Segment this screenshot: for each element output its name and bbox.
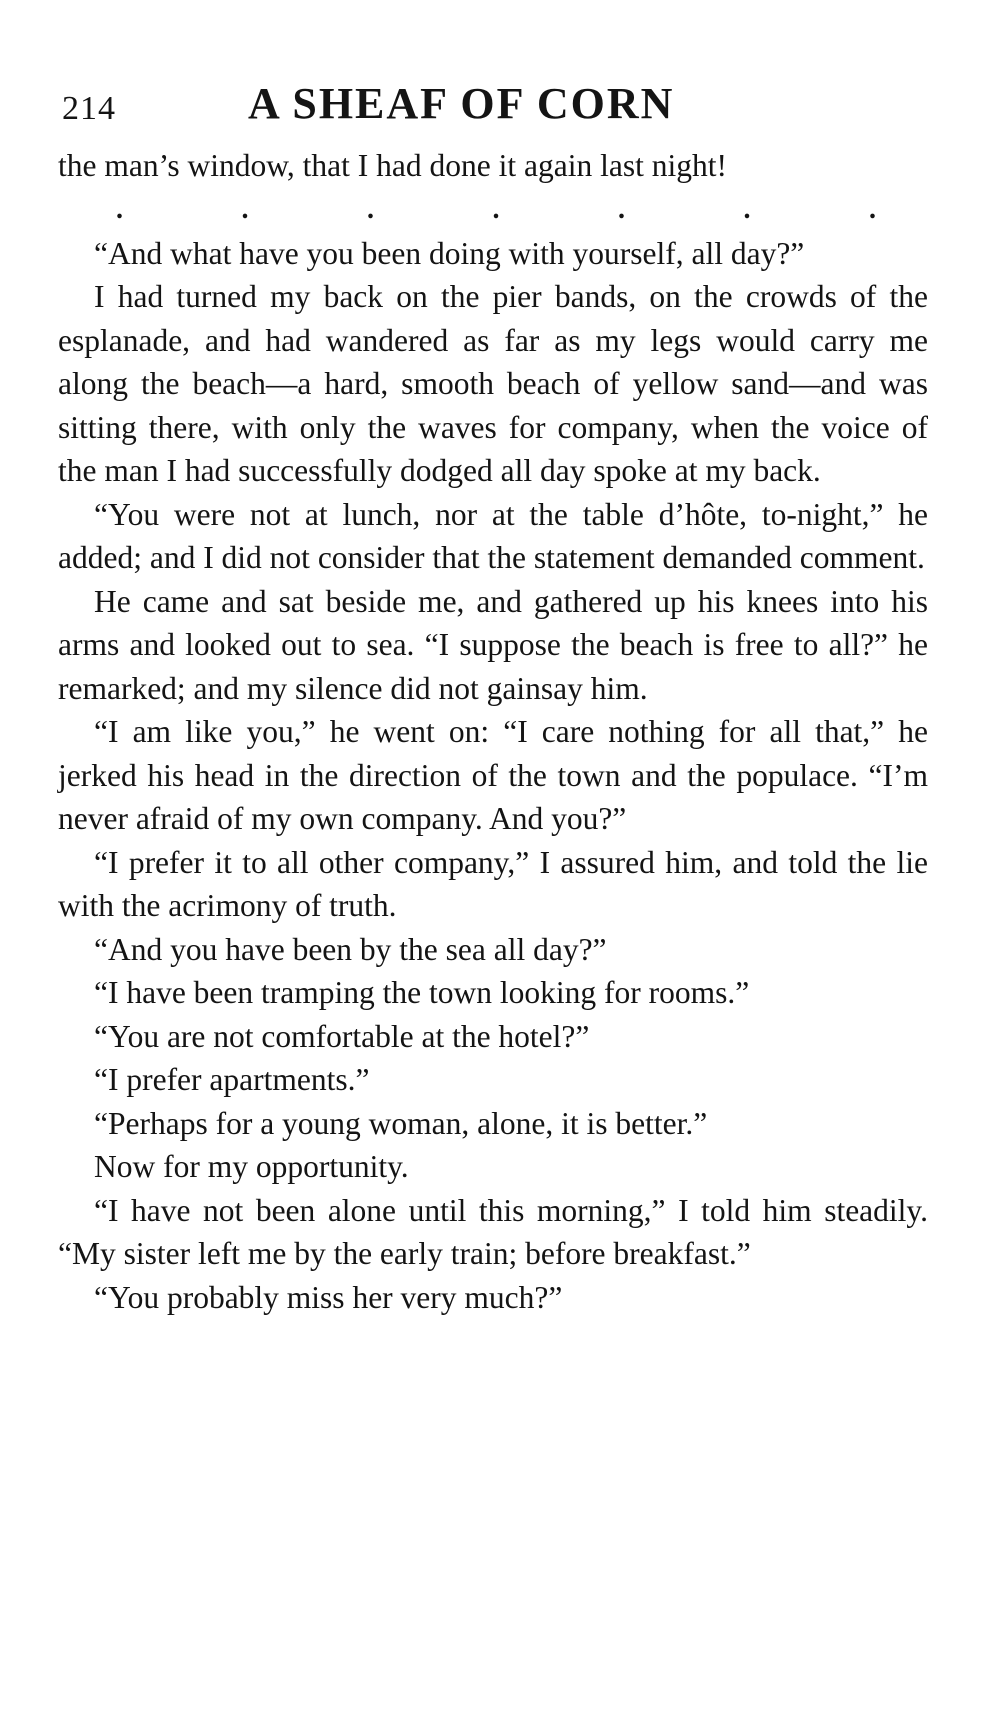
section-dot: . (492, 193, 500, 225)
paragraph: “You are not comfortable at the hotel?” (94, 1018, 590, 1054)
paragraph: “And what have you been doing with yourself, all day?” (94, 235, 805, 271)
paragraph: Now for my opportunity. (94, 1149, 409, 1184)
paragraph: “You probably miss her very much?” (94, 1279, 563, 1315)
paragraph: “Perhaps for a young woman, alone, it is better.” (94, 1105, 708, 1141)
section-break-dots (58, 188, 928, 232)
running-head (58, 78, 928, 134)
book-title: A SHEAF OF CORN (248, 79, 675, 128)
section-dot: . (743, 193, 751, 225)
section-dot: . (367, 193, 374, 225)
paragraph: “I am like you,” he went on: “I care nothing for all that,” he jerked his head in the direction of the town and the populace. “I’m never afraid of my own company. And you?” (58, 714, 928, 836)
page-body (58, 144, 928, 1319)
paragraph: “I have not been alone until this morning,” I told him steadily. “My sister left me by the early train; before breakfast.” (58, 1192, 928, 1271)
paragraph: “I prefer it to all other company,” I assured him, and told the lie with the acrimony of truth. (58, 844, 928, 923)
section-dot: . (116, 193, 123, 225)
paragraph: “I have been tramping the town looking for rooms.” (94, 975, 750, 1010)
paragraph: He came and sat beside me, and gathered up his knees into his arms and looked out to sea. “I suppose the beach is free to all?” he remarked; and my silence did not gainsay him. (58, 583, 928, 706)
paragraph: I had turned my back on the pier bands, on the crowds of the esplanade, and had wandered as far as my legs would carry me along the beach—a hard, smooth beach of yellow sand—and was sitting there, with only the waves for company, when the voice of the man I had successfully dodged all day spoke at my back. (58, 279, 928, 488)
section-dot: . (241, 193, 249, 225)
section-dot: . (869, 193, 876, 225)
paragraph-continuation: the man’s window, that I had done it again last night! (58, 148, 727, 183)
book-page (58, 78, 928, 1319)
section-dot: . (618, 193, 625, 225)
paragraph: “You were not at lunch, nor at the table d’hôte, to-night,” he added; and I did not consider that the statement demanded comment. (58, 496, 928, 575)
page-number: 214 (62, 90, 116, 127)
paragraph: “And you have been by the sea all day?” (94, 931, 607, 967)
paragraph: “I prefer apartments.” (94, 1062, 370, 1097)
